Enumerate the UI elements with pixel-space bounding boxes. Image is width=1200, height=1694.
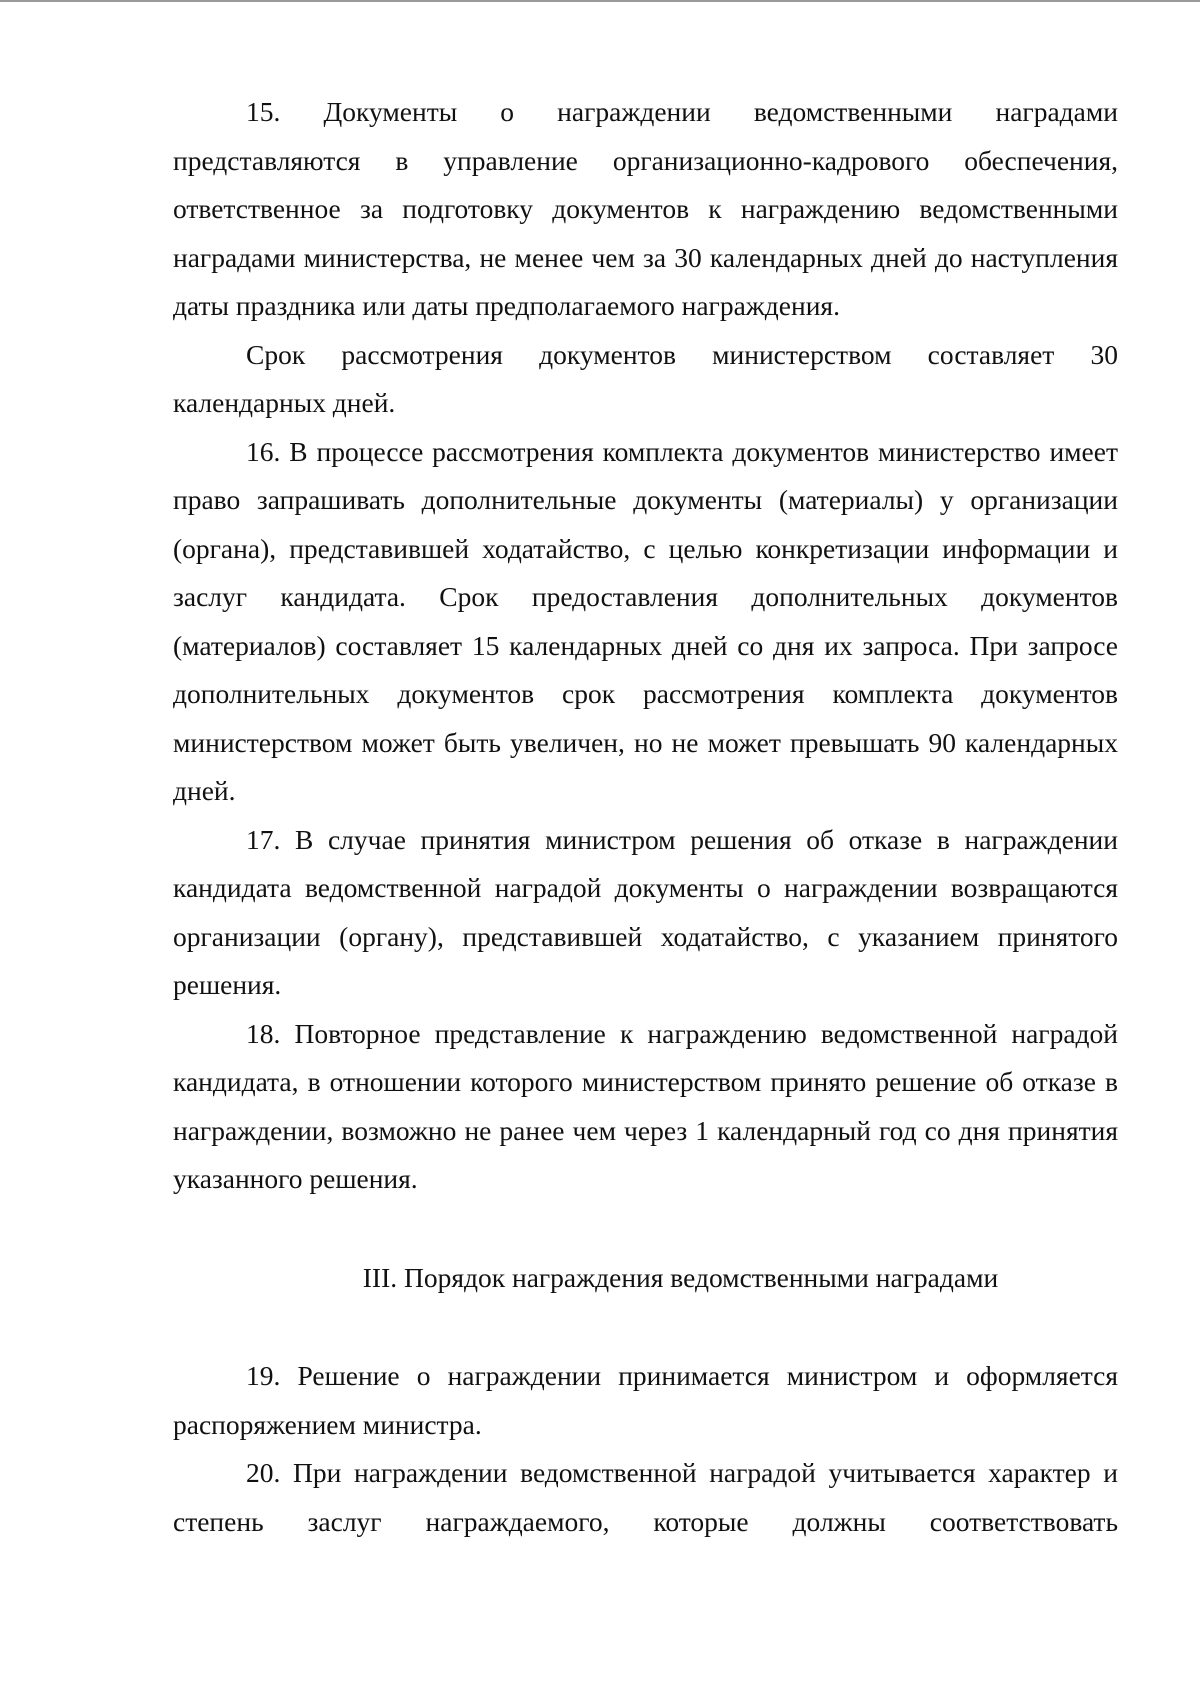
section-heading: III. Порядок награждения ведомственными наградами xyxy=(362,1261,999,1293)
paragraph-16: 16. В процессе рассмотрения комплекта документов министерство имеет право запрашивать дополнительные документы (материалы) у организации (органа), представившей ходатайство, с целью конкретизации информации и заслуг кандидата. Срок предоставления дополнительных документов (материалов) составляет 15 календарных дней со дня их запроса. При запросе дополнительных документов срок рассмотрения комплекта документов министерством может быть увеличен, но не может превышать 90 календарных дней. xyxy=(173,435,1118,806)
paragraph-18: 18. Повторное представление к награждению ведомственной наградой кандидата, в отношении которого министерством принято решение об отказе в награждении, возможно не ранее чем через 1 календарный год со дня принятия указанного решения. xyxy=(173,1017,1118,1194)
page-top-edge xyxy=(0,0,1200,2)
paragraph-19: 19. Решение о награждении принимается министром и оформляется распоряжением министра. xyxy=(173,1360,1118,1440)
paragraph-17: 17. В случае принятия министром решения об отказе в награждении кандидата ведомственной наградой документы о награждении возвращаются организации (органу), представившей ходатайство, с указанием принятого решения. xyxy=(173,823,1118,1000)
paragraph-15: 15. Документы о награждении ведомственными наградами представляются в управление организационно-кадрового обеспечения, ответственное за подготовку документов к награждению ведомственными наградами министерства, не менее чем за 30 календарных дней до наступления даты праздника или даты предполагаемого награждения. xyxy=(173,96,1118,321)
document-page xyxy=(173,88,1118,1546)
paragraph-20: 20. При награждении ведомственной наградой учитывается характер и степень заслуг награждаемого, которые должны соответствовать xyxy=(173,1457,1118,1537)
paragraph-15-review-term: Срок рассмотрения документов министерством составляет 30 календарных дней. xyxy=(173,338,1118,418)
